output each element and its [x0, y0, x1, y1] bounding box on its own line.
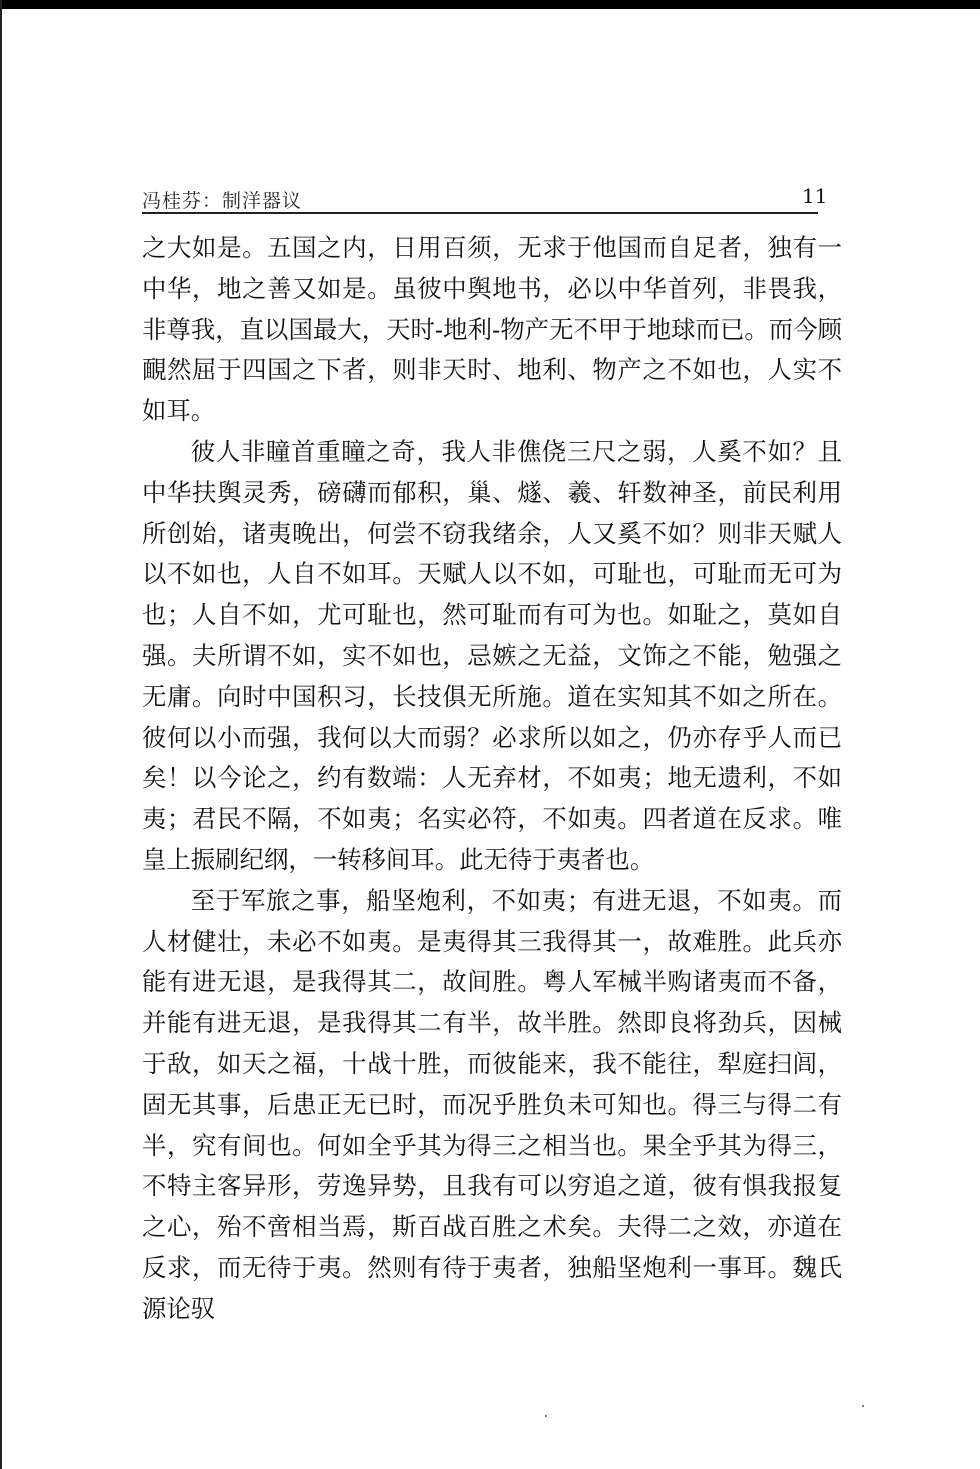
top-border-rule — [0, 0, 980, 9]
body-text — [142, 228, 842, 1330]
paragraph-1: 之大如是。五国之内，日用百须，无求于他国而自足者，独有一中华，地之善又如是。虽彼中舆地书，必以中华首列，非畏我，非尊我，直以国最大，天时-地利-物产无不甲于地球而已。而今顾靦然屈于四国之下者，则非天时、地利、物产之不如也，人实不如耳。 — [142, 233, 842, 426]
paragraph-3: 至于军旅之事，船坚炮利，不如夷；有进无退，不如夷。而人材健壮，未必不如夷。是夷得其三我得其一，故难胜。此兵亦能有进无退，是我得其二，故间胜。粤人军械半购诸夷而不备，并能有进无退，是我得其二有半，故半胜。然即良将劲兵，因械于敌，如天之福，十战十胜，而彼能来，我不能往，犁庭扫闾，固无其事，后患正无已时，而况乎胜负未可知也。得三与得二有半，究有间也。何如全乎其为得三之相当也。果全乎其为得三，不特主客异形，劳逸异势，且我有可以穷追之道，彼有惧我报复之心，殆不啻相当焉，斯百战百胜之术矣。夫得二之效，亦道在反求，而无待于夷。然则有待于夷者，独船坚炮利一事耳。魏氏源论驭 — [142, 885, 842, 1323]
running-head: 冯桂芬：制洋器议 — [142, 190, 303, 212]
paragraph-2: 彼人非瞳首重瞳之奇，我人非僬侥三尺之弱，人奚不如？且中华扶舆灵秀，磅礴而郁积，巢、燧、羲、轩数神圣，前民利用所创始，诸夷晚出，何尝不窃我绪余，人又奚不如？则非天赋人以不如也，人自不如耳。天赋人以不如，可耻也，可耻而无可为也；人自不如，尤可耻也，然可耻而有可为也。如耻之，莫如自强。夫所谓不如，实不如也，忌嫉之无益，文饰之不能，勉强之无庸。向时中国积习，长技俱无所施。道在实知其不如之所在。彼何以小而强，我何以大而弱？必求所以如之，仍亦存乎人而已矣！以今论之，约有数端：人无弃材，不如夷；地无遗利，不如夷；君民不隔，不如夷；名实必符，不如夷。四者道在反求。唯皇上振刷纪纲，一转移间耳。此无待于夷者也。 — [142, 436, 842, 874]
page-number: 11 — [802, 184, 828, 208]
page-header — [142, 180, 842, 216]
scan-speck — [862, 1405, 864, 1407]
scan-speck — [545, 1415, 547, 1417]
left-page-edge — [0, 0, 2, 1469]
header-rule — [142, 212, 818, 214]
